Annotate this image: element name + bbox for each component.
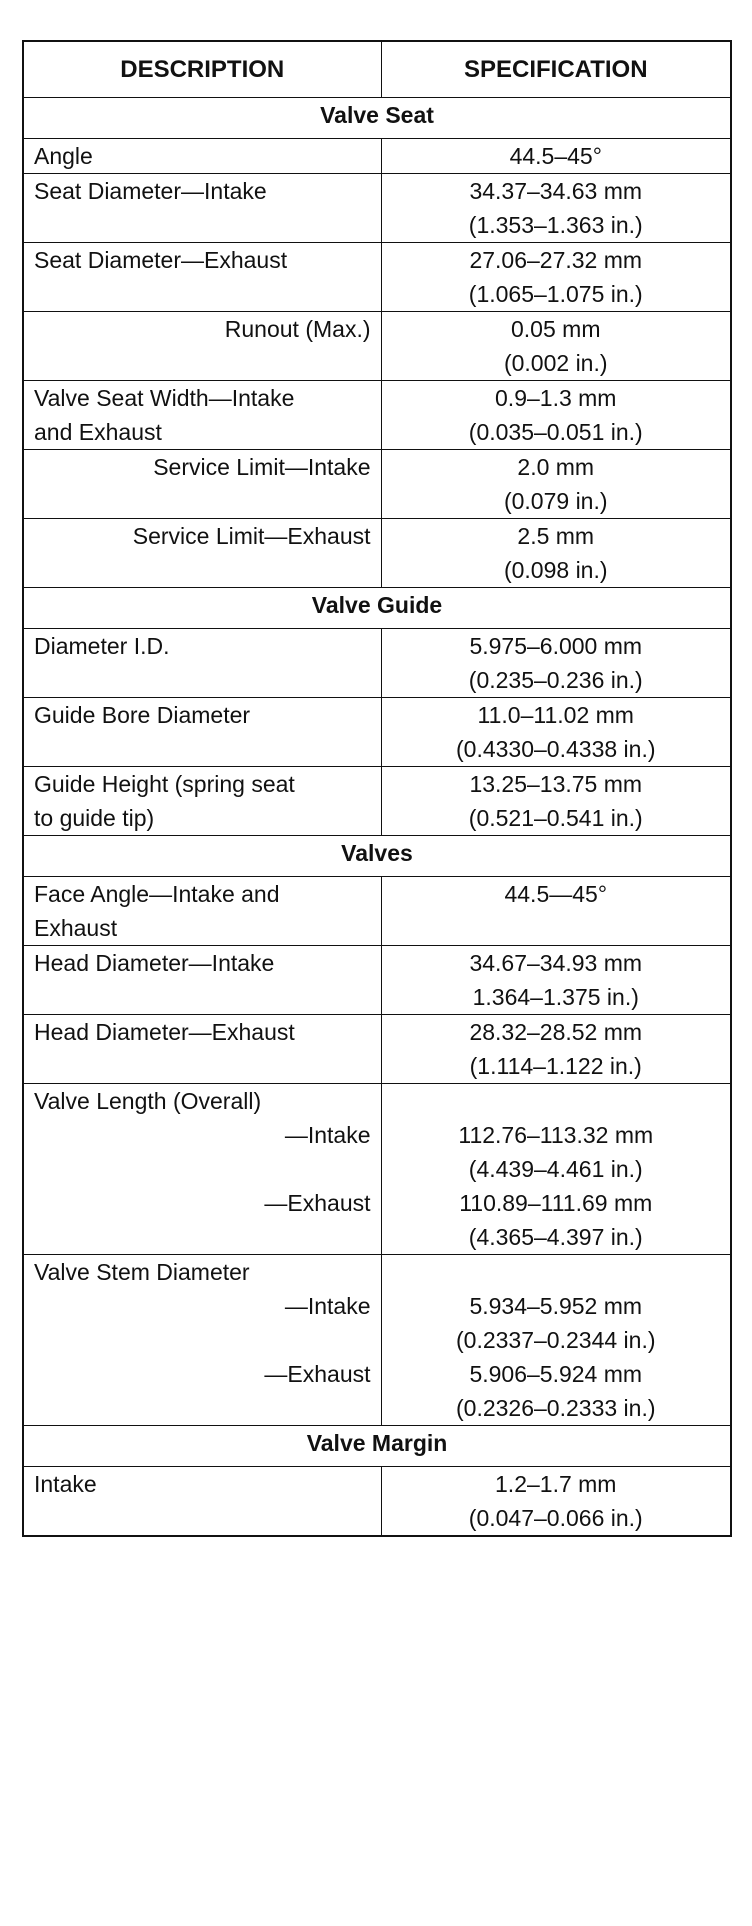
specification-text: 0.05 mm — [511, 316, 601, 342]
specification-text: 27.06–27.32 mm — [469, 247, 643, 273]
description-cell — [23, 1084, 381, 1255]
specification-text: 44.5–45° — [509, 143, 602, 169]
description-text: Intake — [34, 1471, 97, 1497]
specification-text: (0.235–0.236 in.) — [468, 667, 643, 693]
description-text: Guide Height (spring seat — [34, 771, 295, 797]
specification-cell — [381, 312, 731, 381]
specification-cell — [381, 1015, 731, 1084]
specification-text: 1.2–1.7 mm — [495, 1471, 617, 1497]
table-row — [23, 1084, 731, 1255]
specification-text: 34.37–34.63 mm — [469, 178, 643, 204]
description-text: Service Limit—Intake — [153, 454, 371, 480]
specification-text: 28.32–28.52 mm — [469, 1019, 643, 1045]
specification-text: 5.906–5.924 mm — [469, 1361, 643, 1387]
specification-text: 110.89–111.69 mm — [459, 1190, 653, 1216]
table-row — [23, 519, 731, 588]
description-text: Runout (Max.) — [224, 316, 371, 342]
description-cell — [23, 1255, 381, 1426]
specification-text: 1.364–1.375 in.) — [472, 984, 639, 1010]
sub-label: —Exhaust — [264, 1361, 371, 1387]
specification-text: (0.002 in.) — [503, 350, 608, 376]
table-row — [23, 312, 731, 381]
specification-text: (0.079 in.) — [503, 488, 608, 514]
description-text: Angle — [34, 143, 93, 169]
description-text: Valve Seat Width—Intake — [34, 385, 295, 411]
specification-text: (4.439–4.461 in.) — [468, 1156, 643, 1182]
specification-header: SPECIFICATION — [381, 41, 731, 98]
specification-cell — [381, 629, 731, 698]
description-cell — [23, 519, 381, 588]
header-row — [23, 41, 731, 98]
sub-spacer — [34, 1220, 371, 1254]
section-row — [23, 98, 731, 139]
specification-text: (0.047–0.066 in.) — [468, 1505, 643, 1531]
description-cell — [23, 381, 381, 450]
description-cell — [23, 629, 381, 698]
table-row — [23, 698, 731, 767]
description-text: Valve Stem Diameter — [34, 1259, 250, 1285]
section-title: Valves — [23, 836, 731, 877]
specification-text: (0.098 in.) — [503, 557, 608, 583]
sub-label: —Exhaust — [264, 1190, 371, 1216]
table-row — [23, 1015, 731, 1084]
description-cell — [23, 1467, 381, 1537]
description-cell — [23, 450, 381, 519]
table-row — [23, 174, 731, 243]
description-text: Service Limit—Exhaust — [132, 523, 371, 549]
table-row — [23, 139, 731, 174]
specification-cell — [381, 1084, 731, 1255]
specification-text: 2.5 mm — [517, 523, 595, 549]
description-cell — [23, 698, 381, 767]
specification-text: (0.2326–0.2333 in.) — [456, 1395, 656, 1421]
specification-cell — [381, 174, 731, 243]
specification-cell — [381, 381, 731, 450]
description-cell — [23, 946, 381, 1015]
table-row — [23, 243, 731, 312]
table-row — [23, 1467, 731, 1537]
section-title: Valve Guide — [23, 588, 731, 629]
section-title: Valve Margin — [23, 1426, 731, 1467]
spec-table — [22, 40, 732, 1537]
description-cell — [23, 1015, 381, 1084]
specification-cell — [381, 1255, 731, 1426]
table-row — [23, 381, 731, 450]
specification-text: (0.2337–0.2344 in.) — [456, 1327, 656, 1353]
spec-body — [23, 98, 731, 1537]
section-row — [23, 836, 731, 877]
table-row — [23, 946, 731, 1015]
sub-spacer — [34, 1152, 371, 1186]
specification-text: 13.25–13.75 mm — [469, 771, 643, 797]
specification-text: 112.76–113.32 mm — [458, 1122, 654, 1148]
sub-label: —Intake — [284, 1122, 371, 1148]
specification-cell — [381, 1467, 731, 1537]
specification-cell — [381, 767, 731, 836]
specification-text: (0.521–0.541 in.) — [468, 805, 643, 831]
description-text: Exhaust — [34, 915, 118, 941]
description-text: and Exhaust — [34, 419, 162, 445]
specification-text: (0.4330–0.4338 in.) — [456, 736, 656, 762]
description-cell — [23, 767, 381, 836]
specification-cell — [381, 243, 731, 312]
table-row — [23, 629, 731, 698]
specification-cell — [381, 946, 731, 1015]
section-row — [23, 1426, 731, 1467]
specification-text: 0.9–1.3 mm — [495, 385, 617, 411]
description-text: Seat Diameter—Intake — [34, 178, 267, 204]
section-row — [23, 588, 731, 629]
specification-text — [392, 1084, 721, 1118]
table-row — [23, 450, 731, 519]
description-cell — [23, 877, 381, 946]
specification-cell — [381, 698, 731, 767]
specification-text: 44.5—45° — [504, 881, 608, 907]
specification-text: 5.975–6.000 mm — [469, 633, 643, 659]
specification-cell — [381, 519, 731, 588]
sub-spacer — [34, 1323, 371, 1357]
specification-text: 5.934–5.952 mm — [469, 1293, 643, 1319]
description-text: Head Diameter—Exhaust — [34, 1019, 295, 1045]
description-text: Seat Diameter—Exhaust — [34, 247, 288, 273]
specification-text — [392, 1255, 721, 1289]
description-header: DESCRIPTION — [23, 41, 381, 98]
description-text: Head Diameter—Intake — [34, 950, 275, 976]
table-row — [23, 767, 731, 836]
specification-text: (1.065–1.075 in.) — [468, 281, 643, 307]
specification-text: 11.0–11.02 mm — [477, 702, 634, 728]
specification-text: (4.365–4.397 in.) — [468, 1224, 643, 1250]
specification-text: (1.353–1.363 in.) — [468, 212, 643, 238]
description-cell — [23, 139, 381, 174]
description-text: Diameter I.D. — [34, 633, 170, 659]
description-text: Guide Bore Diameter — [34, 702, 251, 728]
description-cell — [23, 312, 381, 381]
sub-label: —Intake — [284, 1293, 371, 1319]
table-row — [23, 877, 731, 946]
table-row — [23, 1255, 731, 1426]
description-text: Face Angle—Intake and — [34, 881, 280, 907]
specification-text: 2.0 mm — [517, 454, 595, 480]
description-cell — [23, 174, 381, 243]
specification-cell — [381, 139, 731, 174]
specification-text: (1.114–1.122 in.) — [469, 1053, 642, 1079]
description-text: Valve Length (Overall) — [34, 1088, 262, 1114]
specification-text: (0.035–0.051 in.) — [468, 419, 643, 445]
sub-spacer — [34, 1391, 371, 1425]
specification-text: 34.67–34.93 mm — [469, 950, 643, 976]
specification-cell — [381, 450, 731, 519]
description-text: to guide tip) — [34, 805, 155, 831]
description-cell — [23, 243, 381, 312]
specification-cell — [381, 877, 731, 946]
section-title: Valve Seat — [23, 98, 731, 139]
